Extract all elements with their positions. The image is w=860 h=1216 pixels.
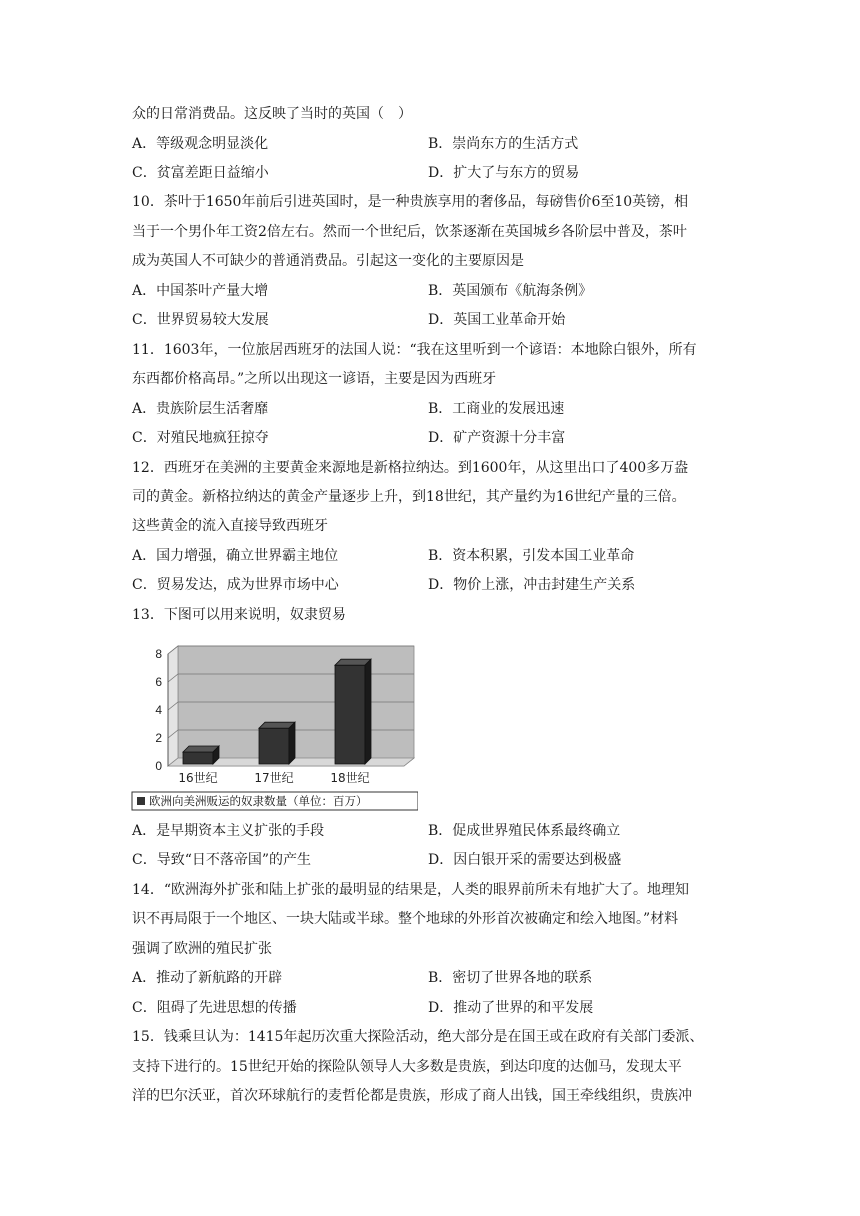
x-tick-label: 16世纪 [178,771,218,785]
q10-option-b: B．英国颁布《航海条例》 [428,283,593,299]
q15-stem-line: 支持下进行的。15世纪开始的探险队领导人大多数是贵族，到达印度的达伽马，发现太平 [132,1059,682,1075]
q11-option-d: D．矿产资源十分丰富 [428,430,566,446]
q11-option-a: A．贵族阶层生活奢靡 [132,401,269,417]
q10-option-a: A．中国茶叶产量大增 [132,283,269,299]
q14-option-c: C．阻碍了先进思想的传播 [132,1000,297,1016]
q11-option-c: C．对殖民地疯狂掠夺 [132,430,269,446]
q14-option-d: D．推动了世界的和平发展 [428,1000,594,1016]
q12-option-c: C．贸易发达，成为世界市场中心 [132,577,339,593]
q12-option-b: B．资本积累，引发本国工业革命 [428,548,635,564]
q10-option-c: C．世界贸易较大发展 [132,312,269,328]
q12-option-a: A．国力增强，确立世界霸主地位 [132,548,339,564]
q9-option-d: D．扩大了与东方的贸易 [428,165,580,181]
legend-label: 欧洲向美洲贩运的奴隶数量（单位：百万） [149,794,368,808]
bar-16世纪 [183,752,213,764]
y-tick-label: 8 [155,647,162,661]
q13-option-d: D．因白银开采的需要达到极盛 [428,852,622,868]
x-tick-label: 17世纪 [254,771,294,785]
q12-stem-line: 这些黄金的流入直接导致西班牙 [132,518,328,534]
q9-option-c: C．贫富差距日益缩小 [132,165,269,181]
q11-option-b: B．工商业的发展迅速 [428,401,565,417]
q11-stem-line: 东西都价格高昂。”之所以出现这一谚语，主要是因为西班牙 [132,371,497,387]
q14-option-a: A．推动了新航路的开辟 [132,970,283,986]
q9-option-a: A．等级观念明显淡化 [132,136,269,152]
x-tick-label: 18世纪 [330,771,370,785]
q12-option-d: D．物价上涨，冲击封建生产关系 [428,577,636,593]
q14-stem-line: 识不再局限于一个地区、一块大陆或半球。整个地球的外形首次被确定和绘入地图。”材料 [132,911,679,927]
q14-option-b: B．密切了世界各地的联系 [428,970,593,986]
q15-stem-line: 15．钱乘旦认为：1415年起历次重大探险活动，绝大部分是在国王或在政府有关部门委派、 [132,1029,704,1045]
bar-side-17世纪 [289,722,295,764]
legend-swatch [137,797,145,805]
y-tick-label: 2 [155,731,162,745]
y-tick-label: 0 [155,759,162,773]
q10-stem-line: 成为英国人不可缺少的普通消费品。引起这一变化的主要原因是 [132,253,524,269]
q13-option-a: A．是早期资本主义扩张的手段 [132,823,325,839]
bar-17世纪 [259,728,289,764]
q13-option-b: B．促成世界殖民体系最终确立 [428,823,621,839]
q11-stem-line: 11．1603年，一位旅居西班牙的法国人说：“我在这里听到一个谚语：本地除白银外，所有 [132,342,697,358]
q14-stem-line: 强调了欧洲的殖民扩张 [132,941,272,957]
q13-option-c: C．导致“日不落帝国”的产生 [132,852,312,868]
q13-stem-line: 13．下图可以用来说明，奴隶贸易 [132,607,346,623]
y-tick-label: 4 [155,703,162,717]
q9-stem-line: 众的日常消费品。这反映了当时的英国（ ） [132,106,412,122]
q9-option-b: B．崇尚东方的生活方式 [428,136,579,152]
q15-stem-line: 洋的巴尔沃亚，首次环球航行的麦哲伦都是贵族，形成了商人出钱，国王牵线组织，贵族冲 [132,1088,692,1104]
q10-stem-line: 当于一个男仆年工资2倍左右。然而一个世纪后，饮茶逐渐在英国城乡各阶层中普及，茶叶 [132,224,687,240]
y-tick-label: 6 [155,675,162,689]
q12-stem-line: 司的黄金。新格拉纳达的黄金产量逐步上升，到18世纪，其产量约为16世纪产量的三倍。 [132,489,686,505]
q10-option-d: D．英国工业革命开始 [428,312,566,328]
bar-18世纪 [335,665,365,764]
bar-side-18世纪 [365,659,371,764]
q10-stem-line: 10．茶叶于1650年前后引进英国时，是一种贵族享用的奢侈品，每磅售价6至10英镑，相 [132,194,689,210]
slave-trade-bar-chart [128,638,418,813]
q12-stem-line: 12．西班牙在美洲的主要黄金来源地是新格拉纳达。到1600年，从这里出口了400多万盎 [132,460,689,476]
q14-stem-line: 14．“欧洲海外扩张和陆上扩张的最明显的结果是，人类的眼界前所未有地扩大了。地理知 [132,882,689,898]
